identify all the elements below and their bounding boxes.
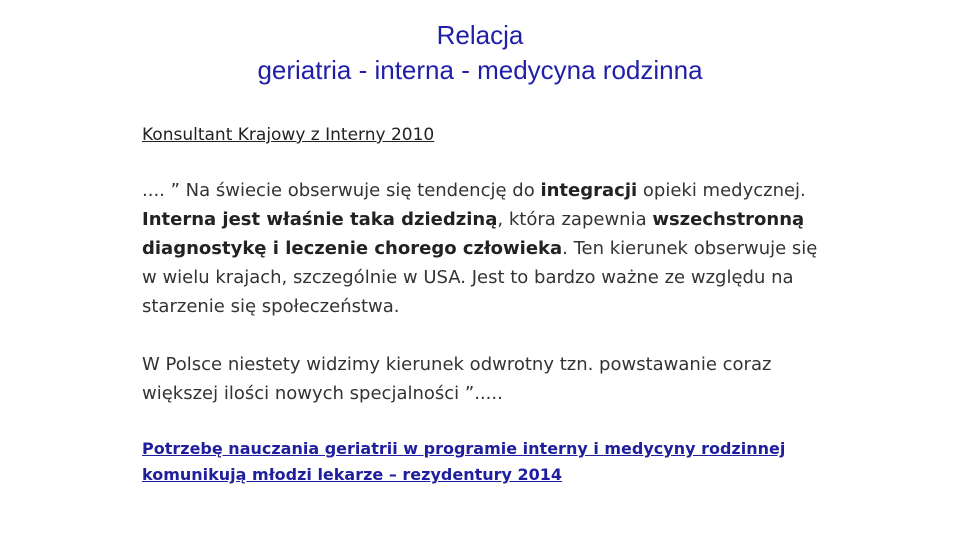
poland-paragraph: W Polsce niestety widzimy kierunek odwrotny tzn. powstawanie coraz większej ilości nowych specjalności ”..... xyxy=(142,354,772,404)
quote-text-4: . Ten kierunek obserwuje się w wielu krajach, szczególnie w USA. Jest to bardzo ważne ze względu na starzenie się społeczeństwa. xyxy=(142,238,818,317)
quote-bold-2: Interna jest właśnie taka dziedziną xyxy=(142,209,498,230)
slide-title xyxy=(0,18,960,88)
title-line-2: geriatria - interna - medycyna rodzinna xyxy=(257,55,703,85)
conclusion-text: Potrzebę nauczania geriatrii w programie interny i medycyny rodzinnej komunikują młodzi lekarze – rezydentury 2014 xyxy=(142,439,786,484)
consultant-source: Konsultant Krajowy z Interny 2010 xyxy=(142,125,435,145)
quote-text-1: .... ” Na świecie obserwuje się tendencję do xyxy=(142,180,541,201)
quote-bold-3: wszechstronną diagnostykę i leczenie chorego człowieka xyxy=(142,209,805,259)
title-line-1: Relacja xyxy=(436,20,524,50)
quote-paragraph xyxy=(142,176,822,321)
quote-bold-1: integracji xyxy=(540,180,638,201)
quote-text-2: opieki medycznej. xyxy=(637,180,806,201)
quote-text-3: , która zapewnia xyxy=(497,209,653,230)
